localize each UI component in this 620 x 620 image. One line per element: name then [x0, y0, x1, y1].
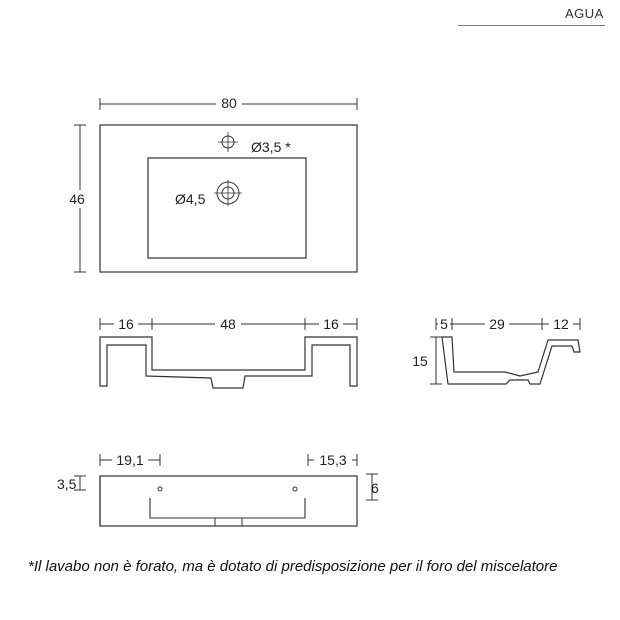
- rear-right-offset-label: 15,3: [319, 452, 347, 468]
- side-front-label: 12: [553, 316, 569, 332]
- side-back-label: 5: [440, 316, 448, 332]
- rear-view: [57, 450, 379, 526]
- side-bowl-label: 29: [489, 316, 505, 332]
- front-section: [100, 314, 357, 388]
- drain-label: Ø4,5: [175, 191, 206, 207]
- rear-left-height-label: 3,5: [57, 476, 77, 492]
- top-view: [64, 92, 357, 272]
- front-section-profile: [100, 337, 357, 388]
- depth-label: 46: [69, 191, 85, 207]
- side-height-label: 15: [412, 353, 428, 369]
- rear-right-height-label: 6: [371, 480, 379, 496]
- brand-label: AGUA: [565, 6, 604, 21]
- front-right-label: 16: [323, 316, 339, 332]
- side-section: [410, 314, 580, 384]
- tap-hole-label: Ø3,5 *: [251, 139, 291, 155]
- width-label: 80: [221, 95, 237, 111]
- rear-left-offset-label: 19,1: [116, 452, 144, 468]
- side-section-profile: [442, 337, 580, 384]
- footnote: *Il lavabo non è forato, ma è dotato di predisposizione per il foro del miscelatore: [28, 558, 558, 575]
- front-center-label: 48: [220, 316, 236, 332]
- bowl-outline: [148, 158, 306, 258]
- front-left-label: 16: [118, 316, 134, 332]
